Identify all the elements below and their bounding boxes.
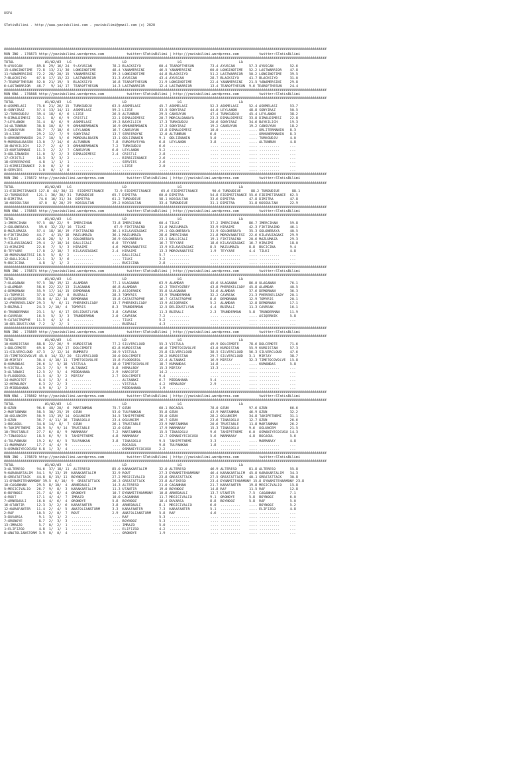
result-row: 10:CAGANHAN 29.5 8/ 10/ 4 ARNEDAULI 14.3 ALTERESO 21.0 CAGANHAN 21.7 KARAFANTER 19.8 MEGICIVALIO 15.8	[4, 482, 298, 487]
result-row: 1:ALAMDAR 58.6 22/ 22/ 13 ILAGANAN 46.8 ALAMDAR 42.3 TEKEYOZBEY 43.8 PHEREKELIADY 45.8 ALAMDAR 40.5	[4, 285, 298, 290]
result-row: 10:OGLUNCEM 50.9 13/ 19/ 14 OGLUNCEM 34.5 TAHIPETNEMI 35.0 OZUN 28.2 OGLUNCEM 34.8 TAHIPETNEMI 31.1	[4, 414, 298, 419]
result-row: 12:PHEREKELIADY 29.3 9/ 6/ 11 PHEREKELIADY 13.7 PHEREKELIADY 13.9 ASIQERNIK 5.2 ALAMDAR 12.8 DEMORNAN 17.1	[4, 301, 298, 306]
race-meta-line: RUN INO - 176872 http://yazisbilimi.wordpress.com twitter:STatisBilimi | http://yazisbilimi.wordpress.com twitter:STatisBilimi	[4, 176, 300, 181]
column-header-line: TOTAL #1/#2/#3 LG LD LG LA	[4, 99, 243, 104]
race-meta-line: RUN INO - 176873 http://yazisbilimi.wordpress.com twitter:STatisBilimi | http://yazisbilimi.wordpress.com twitter:STatisBilimi	[4, 51, 300, 56]
race-meta-line: RUN KNA - 176862 http://yazisbilimi.wordpress.com twitter:STatisBilimi | http://yazisbilimi.wordpress.com twitter:STatisBilimi	[4, 394, 300, 399]
race-meta-line: RUN INO - 176874 http://yazisbilimi.wordpress.com twitter:STatisBilimi | http://yazisbilimi.wordpress.com twitter:STatisBilimi	[4, 269, 300, 274]
result-row: 9:DIMALDIMESI 32.1 8/ 6/ 9 CRISTLI 22.1 DIMALDIMESI 20.7 MORCALDANAYA 23.3 DIMALDIMESI 33.8 DIMALDIMESI 22.8	[4, 116, 298, 120]
result-row: 13:MIDDAHANA 4.9 0/ 1/ 2 .......... .... MIDDAHANA 1.9 .......... .... .......... .... .......... ...	[4, 386, 296, 391]
result-row: 12:TURDUDIUE 121.1 36/ 30/ 31 TURDUDIUE 65.7 DIMITRA 60.0 DIMITRA 54.8 EIDIMSTIRANCE 55.6 EIDIMSTIRANCE 62.5	[4, 192, 298, 197]
result-row: 3:BUZRALI 24.3 2/ 10/ 4 TOMYRIS 8.3 TRUNDERMAN 12.5 DELIDUSTLYAN 4.4 BUZRALI 11.3 CAVREAK 16.1	[4, 305, 298, 310]
result-row: 12:TURKGUDJU 39.4 18/ 6/ 6 LIZGE 26.5 ALTUNBUN 29.5 CANSUYUN 47.4 TURKGUDJU 45.4 LEYLANON 38.2	[4, 111, 298, 116]
result-row: 8:GREATATTACK 44.8 8/ 15/ 11 BOYNOOZ 27.2 MEGICIVALIO 23.8 GREATATTACK 27.5 GREATATTACK 40.1 GREATATTACK 30.8	[4, 474, 298, 479]
result-block	[4, 47, 525, 87]
divider-line: ##############################################################################################################################################################	[4, 204, 327, 209]
result-row: 8:TEYYARE 17.0 2/ 10/ 7 KILAVUZAGAKI 2.4 HIRAIMI 13.3 MOROVANATESI 1.9 TEYYARE 4.4 TILKI 4.8	[4, 249, 296, 254]
divider-line: ##############################################################################################################################################################	[4, 87, 327, 92]
column-header-line: TOTAL #1/#2/#3 LG LD LG LA	[4, 184, 243, 189]
result-row: 2:MARTANMAN 58.5 30/ 25/ 19 OZUN 53.0 TULPANKAN 35.8 OZUN 43.9 MARTANMAN 46.9 OZUN 32.2	[4, 410, 298, 415]
result-row: 17:CRISTLI 10.3 3/ 3/ 2 .......... .... BIRBIZINANCE 2.6 .......... .... .......... .... .......... ...	[4, 156, 296, 161]
result-row: 16:UTANTIR 12.3 3/ 2/ 6 KARAFANTER 3.8 ARNEDAULI 8.1 MEGICIVALIO 6.0 .......... .... BOYNOOZ 5.2	[4, 503, 296, 507]
result-row: 11:HIRAIMI 22.6 7/ 5/ 3 HIRAIMI 4.6 MOROVANATESI 13.9 KILAVUZAGAKI 8.5 MAZLUMAZA 8.8 BUCICINA 9.4	[4, 245, 296, 249]
divider-line: ##############################################################################################################################################################	[4, 265, 327, 270]
result-row: 4:DEMORNAN 55.9 17/ 14/ 15 DEMORNAN 35.3 ASIQERNIK 35.8 ULAGANAN 34.6 ALAMDAR 37.6 DEMORNAN 36.3	[4, 289, 298, 294]
result-row: 11:EIDIMSTIRANCE 127.8 44/ 30/ 22 EIDIMSTIRANCE 72.9 EIDIMSTIRANCE 65.6 EIDIMSTIRANCE 90.6 TURDUDIUE 88.2 TURDUDIUE 88.1	[4, 188, 300, 193]
result-row: 11:MARMARAY 17.7 4/ 4/ 9 .......... .... BOCAGUL 9.8 TULPANKAN 1.8 .......... .... .......... ...	[4, 442, 296, 447]
result-row: 10:DELIDUSTLYAN 7.2 1/ 2/ 1 .......... .... BUZRALI 4.3 .......... .... .......... .... .......... ...	[4, 321, 296, 326]
result-row: 11:DYNAMITEHARMONY 39.5 6/ 10/ 9 GREATATTACK 26.3 GREATATTACK 23.8 ALFIKEGO 23.4 DYNAMITEHARMONY 15.8 DYNAMITEHARMONY 23.8	[4, 478, 305, 483]
result-row: 2:GOLONEBAYA 59.6 32/ 23/ 16 TILKI 67.9 FIKTIRAINO 31.0 MAZLUMAZA 33.9 HIRAIMI 42.3 FIKTIRAINO 46.1	[4, 224, 298, 229]
divider-line: ##############################################################################################################################################################	[4, 212, 327, 217]
result-block	[4, 88, 525, 173]
result-row: 1:DOLCEMOTE 69.0 23/ 20/ 17 DOLCEMOTE 62.8 KURDISTAN 46.0 TIMETOCOVOLVE 43.0 KURDISTAN 55.9 KURDISTAN 57.3	[4, 345, 298, 350]
result-row: 3:ODLIZNANIN 11.0 3/ 2/ 3 DIMALDIMESI 2.4 CRISTLI 2.8 .......... .... .......... .... .......... ...	[4, 152, 296, 157]
result-row: 8:DIMITRA 74.6 16/ 31/ 34 DIMITRA 61.2 TURDUDIUE 58.1 KOSGULTAN 33.6 DIMITRA 47.8 DIMITRA 47.8	[4, 196, 298, 201]
result-row: 4:ROUT 17.1 4/ 4/ 7 IMRAZO 10.0 CAGANHAN 11.7 MEGICIVALIO 9.1 ORONOYE 5.8 BOYNOOZ 6.0	[4, 494, 296, 499]
result-row: 10:BAYKILICH 12.7 2/ 4/ 3 ORHUNERMANIN 7.2 TURKGUDJU 6.6 .......... .... .......... .... .......... ...	[4, 144, 296, 149]
result-block	[4, 390, 525, 450]
result-row: 1:IMERCIHAN 97.5 40/ 22/ 9 IMERCIHAN 73.8 IMERCIHAN 60.4 TILKI 37.2 IMERCIHAN 86.7 IMERCIHAN 59.8	[4, 220, 298, 225]
result-row: 8:SONYIRAZ 57.4 13/ 14/ 11 ASKMELASI 59.2 LIZGE 33.5 SONYIRAZ 44.0 LEYLANON 48.8 SONYIRAZ 50.5	[4, 107, 298, 112]
result-row: 9:AYUSCAN 89.8 29/ 16/ 24 9:AYUSCAN 78.2 BLACKSIYO 60.4 TEAROFTHESUN 73.4 AYUSCAN 57.3 AYUSCAN 52.6	[4, 63, 298, 68]
result-row: 7:KILAVUZAGAKI 29.4 2/ 10/ 14 DALLICALI 6.0 TEYYARE 16.7 TEYYARE 18.6 KILAVUZAGAKI 16.7 HIRAIMI 18.0	[4, 240, 298, 245]
result-row: 3:ALTERESO 94.6 37/ 18/ 11 ALTERESO 85.0 KARAKARTALIM 32.0 ALTERESO 46.9 ALTERESO 81.8 ALTERESO 55.8	[4, 466, 298, 471]
divider-line: ##############################################################################################################################################################	[4, 390, 327, 395]
result-row: 14:HARCOTOT 8.4 1/ 3/ 4 .......... .... ALTANAKI 6.7 MIDDAHANA 5.4 .......... .... .......... ...	[4, 378, 296, 383]
result-row: 1:ELIFIZGO 4.8 1/ 1/ 1 .......... .... ELIFIZGO 4.2 .......... .... .......... .... .......... ...	[4, 527, 296, 532]
result-row: 5:MEGICIVALIO 26.7 9/ 8/ 3 KARAKARTALIM 11.3 UTANTIR 19.0 BOYNOOZ 14.8 RAF 11.5 RAF 12.8	[4, 486, 298, 491]
result-row: 18:SEREEROYNI 4.8 1/ 1/ 1 .......... .... SERVIES 2.6 .......... .... .......... .... .......... ...	[4, 160, 296, 165]
result-block	[4, 451, 525, 536]
result-row: 7:LEYLANON 31.4 8/ 6/ 9 ASKMELASI 19.3 BAYKILICH 17.3 TURKGUDJU 20.6 SONYIRAZ 34.6 BAYKILICH 19.3	[4, 120, 298, 125]
result-row: 1:BOCAGUL 34.8 14/ 8/ 7 OZUN 26.1 TRUSTABLE 23.9 MARTANMAN 20.6 TRUSTABLE 11.8 MARTANMAN 26.2	[4, 422, 298, 427]
divider-line: ##############################################################################################################################################################	[4, 273, 327, 278]
result-row: 5:FLOODGEOL 11.5 4/ 3/ 2 MIRTAY 2.7 DOLCEMOTE 9.4 .......... .... .......... .... .......... ...	[4, 374, 296, 378]
result-row: 14:ALTUNBUN 30.8 10/ 8/ 9 ORHUNERMANIN 16.9 ORHUNERMANIN 17.3 SONYIRAZ 19.2 CANSUYUN 19.2 CANSUYUN 18.2	[4, 124, 298, 129]
result-row: 7:TINASOGLU 18.5 6/ 9/ 5 TAHIPETNEMI 4.8 MARMARAY 12.7 OSMANIYECOCUGU 5.6 MARMARAY 4.8 BOCAGUL 5.6	[4, 434, 296, 439]
result-row: 7:ORONOYE 8.7 2/ 3/ 3 .......... .... BOYNOOZ 5.3 .......... .... .......... .... .......... ...	[4, 519, 296, 524]
divider-line: ##############################################################################################################################################################	[4, 450, 327, 455]
result-row: 8:OZUN 96.6 40/ 20/ 6 MARTANMAN 75.7 OZUN 60.1 BOCAGUL 78.0 OZUN 97.6 OZUN 66.6	[4, 406, 298, 411]
results-blocks	[4, 47, 525, 535]
divider-line: ##############################################################################################################################################################	[4, 325, 327, 330]
result-row: 6:TRUNDERMAN 23.1 5/ 6/ 17 DELIDUSTLYAN 3.8 CAVREAK 11.3 BUZRALI 2.3 TRUNDERMAN 5.8 TRUNDERMAN 11.9	[4, 309, 298, 314]
result-row: 13:KURTARMANI 11.3 2/ 2/ 7 CANSUYUN 6.0 LEYLANON 5.2 .......... .... .......... .... .......... ...	[4, 148, 296, 153]
result-row: 8:SERVIES 1.0 0/ 1/ 0 .......... .... .......... .... .......... .... .......... .... .......... ...	[4, 168, 296, 173]
result-block	[4, 205, 525, 265]
result-row: 9:MORDUALBASEN 13.0 7/ 14/ 6 ALTUNBUN 7.8 EUROPAYEYHA 6.8 LEYLANON 3.8 .......... .... ALTUNBUN 4.8	[4, 140, 296, 145]
race-meta-line: RUN KNA - 176868 http://yazisbilimi.wordpress.com twitter:STatisBilimi | http://yazisbilimi.wordpress.com twitter:STatisBilimi	[4, 91, 300, 96]
race-meta-line: RUN INO - 176870 http://yazisbilimi.wordpress.com twitter:STatisBilimi | http://yazisbilimi.wordpress.com twitter:STatisBilimi	[4, 454, 300, 459]
column-header-line: TOTAL #1/#2/#3 LG LD LG LA	[4, 337, 243, 342]
race-meta-line: RUN KNA - 176865 http://yazisbilimi.wordpress.com twitter:STatisBilimi | http://yazisbilimi.wordpress.com twitter:STatisBilimi	[4, 208, 300, 213]
result-row: 15:LIZGE 29.2 12/ 7/ 9 SONYIRAZ 13.7 SEREEROYNI 12.0 ALTUNBUN 6.0 .......... .... ORHUNERMANIN 8.3	[4, 132, 296, 137]
result-row: 5:OSMANIYECOCUGU 6.8 1/ 3/ 4 .......... .... OSMANIYECOCUGU 2.2 .......... .... .......... .... .......... ...	[4, 446, 296, 451]
result-row: 8:MAZLUMAZA 57.4 18/ 16/ 19 FIKTIRAINO 36.1 KILAVUZAGAKI 29.1 GOLONEBAYA 31.9 GOLONEBAYA 35.3 GOLONEBAYA 40.5	[4, 228, 298, 233]
result-block	[4, 172, 525, 204]
result-row: 3:CANSUYUN 30.7 7/ 10/ 6 LEYLANON 16.7 CANSUYUN 13.8 DIMALDIMESI 10.0 .......... .... ORLITERMANIN 8.3	[4, 128, 296, 133]
result-row: 8:ASIQERNIK 35.8 4/ 12/ 14 DEMORNAN 15.8 CATASTROPHE 16.7 CATASTROPHE 8.6 DEMORNAN 12.9 TOMYRIS 20.1	[4, 297, 298, 302]
result-row: 3:OZUN 36.7 4/ 11/ 16 TINASOGLU 23.4 OGLUNCEM 26.7 OZUN 23.6 TINASOGLU 12.7 OZUN 26.6	[4, 418, 298, 423]
divider-line: ##############################################################################################################################################################	[4, 95, 327, 100]
column-header-line: TOTAL #1/#2/#3 LG LD LG LA	[4, 402, 243, 407]
result-row: 8:KUMANDAS 26.6 1/ 5/ 18 VISTULA 10.0 TIMETOCOVOLVE 18.7 KUMANDAS 14.8 .......... .... KUMANDAS 5.8	[4, 361, 296, 366]
result-row: 11:TOMYRIS 37.0 12/ 16/ 8 BUZRALI 28.3 TOMYRIS 33.9 TRUNDERMAN 32.2 CAVREAK 21.3 PHEREKELIADY 20.1	[4, 293, 298, 298]
divider-line: ##############################################################################################################################################################	[4, 180, 327, 185]
result-block	[4, 265, 525, 325]
result-row: 10:TRUSTABLE 27.7 6/ 8/ 9 MARMARAY 7.2 MARTANMAN 15.5 TINASOGLU 9.6 TAHIPETNEMI 6.0 OSMANIYECOCUGU 14.3	[4, 430, 298, 435]
result-row: 12:DALLICALI 12.1 3/ 3/ 6 .......... .... TILKI 3.2 .......... .... .......... .... .......... ...	[4, 257, 296, 262]
column-header-line: TOTAL #1/#2/#3 LG LD LG LA	[4, 216, 243, 221]
result-row: 12:HEMALBOY 6.3 2/ 2/ 3 .......... .... VISTULA 4.2 HEMALBOY 2.9 .......... .... .......... ...	[4, 382, 296, 387]
result-row: 10:KOSGULTAN 47.0 8/ 20/ 29 KOSGULTAN 29.2 KOSGULTAN 33.4 TURDUDIUE 31.1 DIMITRA 31.8 KOSGULTAN 22.9	[4, 200, 298, 205]
result-row: 9:VISTULA 24.3 7/ 5/ 9 ALTANAKI 5.8 HEMALBOY 15.3 MIRTAY 13.3 .......... .... .......... ...	[4, 365, 296, 370]
result-row: 7:TEAROFTHESUN 52.0 21/ 19/ 5 BLACKSIYO 16.8 TEAROFTHESUN 21.9 LONGINOTIME 22.4 YANAMERSINI 21.5 YANAMERSINI 29.8	[4, 79, 298, 84]
document-subtitle: STatisBilimi - http://www.yazisbilimi.com - yazisbilimi@gmail.com (c) 2020	[4, 23, 156, 28]
result-block	[4, 326, 525, 391]
result-row: 11:YANAMERSINI 72.2 28/ 20/ 15 YANAMERSINI 39.3 LONGINOTIME 44.8 BLACKSIYO 51.2 LASTWARRIOR 50.2 LONGINOTIME 39.5	[4, 71, 298, 76]
result-row: 9:BUCICINA 4.8 1/ 1/ 2 .......... .... BUCICINA 2.8 .......... .... .......... .... .......... ...	[4, 261, 296, 266]
result-row: 5:ORHUNERMANIN 24.7 10/ 5/ 6 MORDUALBASEN 13.1 ODLIZNANIN 9.1 ODLIZNANIN 5.0 .......... .... TURKGUDJU 4.0	[4, 136, 296, 141]
result-row: 13:IMRAZO 5.7 0/ 2/ 1 .......... .... IMRAZO 5.0 .......... .... .......... .... .......... ...	[4, 523, 296, 528]
result-row: 2:RAF 10.5 2/ 0/ 7 ROUT 2.9 ANATOLIANSTORM 5.8 RAF 4.6 .......... .... .......... ...	[4, 511, 296, 516]
result-row: 7:ULAGANAN 97.5 30/ 19/ 12 ALAMDAR 77.1 ULAGANAN 63.9 ALAMDAR 45.6 ULAGANAN 86.0 ULAGANAN 76.1	[4, 281, 298, 286]
column-header-line: TOTAL #1/#2/#3 LG LD LG LA	[4, 462, 243, 467]
column-header-line: TOTAL #1/#2/#3 LG LD LG LA	[4, 277, 243, 282]
divider-line: ##############################################################################################################################################################	[4, 47, 327, 52]
result-row: 4:TULPANKAN 19.2 6/ 6/ 5 TULPANKAN 3.8 TINASOGLU 9.5 TAHIPETNEMI 3.3 .......... .... MARMARAY 4.8	[4, 438, 296, 443]
result-row: 10:KURDISTAN 88.8 22/ 26/ 9 KURDISTAN 77.2 SILVERCLOUD 55.3 VISTULA 49.9 DOLCEMOTE 78.6 DOLCEMOTE 71.6	[4, 341, 298, 346]
result-row: 3:ALTANAKI 12.5 2/ 5/ 4 MIDDAHANA 2.9 HARCOTOT 14.2 .......... .... .......... .... .......... ...	[4, 369, 296, 374]
divider-line: ##############################################################################################################################################################	[4, 333, 327, 338]
result-row: 7:BLACKSIYO 67.0 17/ 15/ 22 LASTWARRIOR 31.3 AYUSCAN 43.4 AYUSCAN 28.7 BLACKSIYO 41.7 BLACKSIYO 31.0	[4, 75, 298, 80]
result-row: 15:TIMETOCOVOLVE 45.0 14/ 32/ 20 SILVERCLOUD 20.0 DOLCEMOTE 26.2 KURDISTAN 29.7 SILVERCLOUD 3.1 MIRTAY 38.7	[4, 353, 298, 358]
race-meta-line: RUN INO - 176869 http://yazisbilimi.wordpress.com twitter:STatisBilimi | http://yazisbilimi.wordpress.com twitter:STatisBilimi	[4, 329, 300, 334]
result-row: 9:TAHIPETNEMI 28.9 5/ 9/ 14 TRUSTABLE 12.0 OZUN 17.9 MARMARAY 15.3 TINASOGLU 9.6 OGLUNCEM 21.5	[4, 426, 298, 431]
result-row: 8:ANATOLIANSTORM 3.9 0/ 0/ 4 .......... .... ORONOYE 1.9 .......... .... .......... .... .......... ...	[4, 531, 296, 536]
divider-line: ##############################################################################################################################################################	[4, 398, 327, 403]
column-header-line: TOTAL #1/#2/#3 LG LD LG LA	[4, 59, 243, 64]
result-row: 9:KARAKARTALIM 54.1 9/ 13/ 19 KARAKARTALIM 32.9 ROUT 27.3 DYNAMITEHARMONY 46.4 KARAKARTALIM 45.8 KARAKARTALIM 34.3	[4, 470, 298, 475]
result-row: 9:TILKI 42.8 28/ 5/ 3 GOLONEBAYA 26.9 GOLONEBAYA 23.1 DALLICALI 19.1 FIKTIRAINO 20.6 MAZLUMAZA 29.3	[4, 236, 298, 241]
result-row: 10:MIRTAY 30.4 4/ 10/ 11 TIMETOCOVOLVE 15.8 FLOODGEOL 22.4 ALTANAKI 16.9 MIRTAY 32.3 TIMETOCOVOLVE 15.8	[4, 357, 298, 362]
result-row: 3:DUVARSA 9.1 3/ 1/ 2 .......... .... RAF 5.3 .......... .... .......... .... .......... ...	[4, 515, 296, 520]
document-title: USFA	[4, 11, 13, 16]
result-row: 6:LASTWARRIOR 46.7 9/ 14/ 17 TEAROFTHESUN 14.3 LASTWARRIOR 12.4 LASTWARRIOR 13.4 TEAROFTHESUN 9.6 TEAROFTHESUN 24.4	[4, 83, 298, 88]
result-row: 12:KARAFANTER 11.4 2/ 4/ 5 ANATOLIANSTORM 3.3 KARAFANTER 7.3 KARAFANTER 5.1 .......... .... ELIFIZGO 4.8	[4, 507, 296, 512]
result-row: 15:LONGINOTIME 72.8 13/ 21/ 30 LONGINOTIME 48.4 YANAMERSINI 46.5 YANAMERSINI 60.0 LONGINOTIME 52.2 LASTWARRIOR 47.8	[4, 67, 298, 72]
result-row: 6:ASKMELASI 75.6 21/ 26/ 15 TURKGUDJU 63.5 ASKMELASI 45.7 ASKMELASI 52.3 ASKMELASI 52.4 ASKMELASI 53.7	[4, 103, 298, 108]
result-row: 11:KIRBIZINANCE 2.0 0/ 1/ 0 .......... .... LIZGE 2.0 .......... .... .......... .... .......... ...	[4, 164, 296, 169]
result-row: 11:SILVERCLOUD 47.3 2/ 12/ 14 BUMMATU 20.9 VISTULA 25.8 SILVERCLOUD 38.5 SILVERCLOUD 56.3 SILVERCLOUD 47.6	[4, 349, 298, 354]
result-row: 9:CATASTROPHE 11.5 4/ 1/ 4 .......... .... TILKI 5.2 .......... .... .......... .... .......... ...	[4, 317, 296, 322]
result-row: 6:CAVREAK 16.5 5/ 3/ 3 TRUNDERMAN 2.0 CAVREAK 7.2 .......... .... .......... .... ASIQERNIK 5.8	[4, 313, 296, 318]
divider-line: ##############################################################################################################################################################	[4, 172, 327, 177]
divider-line: ##############################################################################################################################################################	[4, 458, 327, 463]
result-row: 7:ARNEDAULI 16.0 4/ 6/ 4 ORONOYE 5.8 BOYNOOZ 10.4 DUVARSA 8.8 BOYNOOZ 5.8 RAF 5.0	[4, 498, 296, 503]
result-row: 10:MOROVANATESI 16.5 5/ 8/ 2 .......... .... DALLICALI 5.7 .......... .... .......... .... .......... ...	[4, 253, 296, 258]
result-row: 6:BOYNOOZ 21.7 4/ 8/ 4 ORONOYE 10.7 DYNAMITEHARMONY 10.8 ARNEDAULI 13.7 UTANTIR 7.5 CAGANHAN 7.1	[4, 490, 296, 495]
result-row: 6:FIKTIRAINO 44.7 4/ 15/ 18 MAZLUMAZA 36.1 MAZLUMAZA 28.6 IMERCIHAN 21.8 MOROVANATESI 22.6 KILAVUZAGAKI 29.9	[4, 232, 298, 237]
divider-line: ##############################################################################################################################################################	[4, 55, 327, 60]
spacer	[4, 35, 525, 39]
